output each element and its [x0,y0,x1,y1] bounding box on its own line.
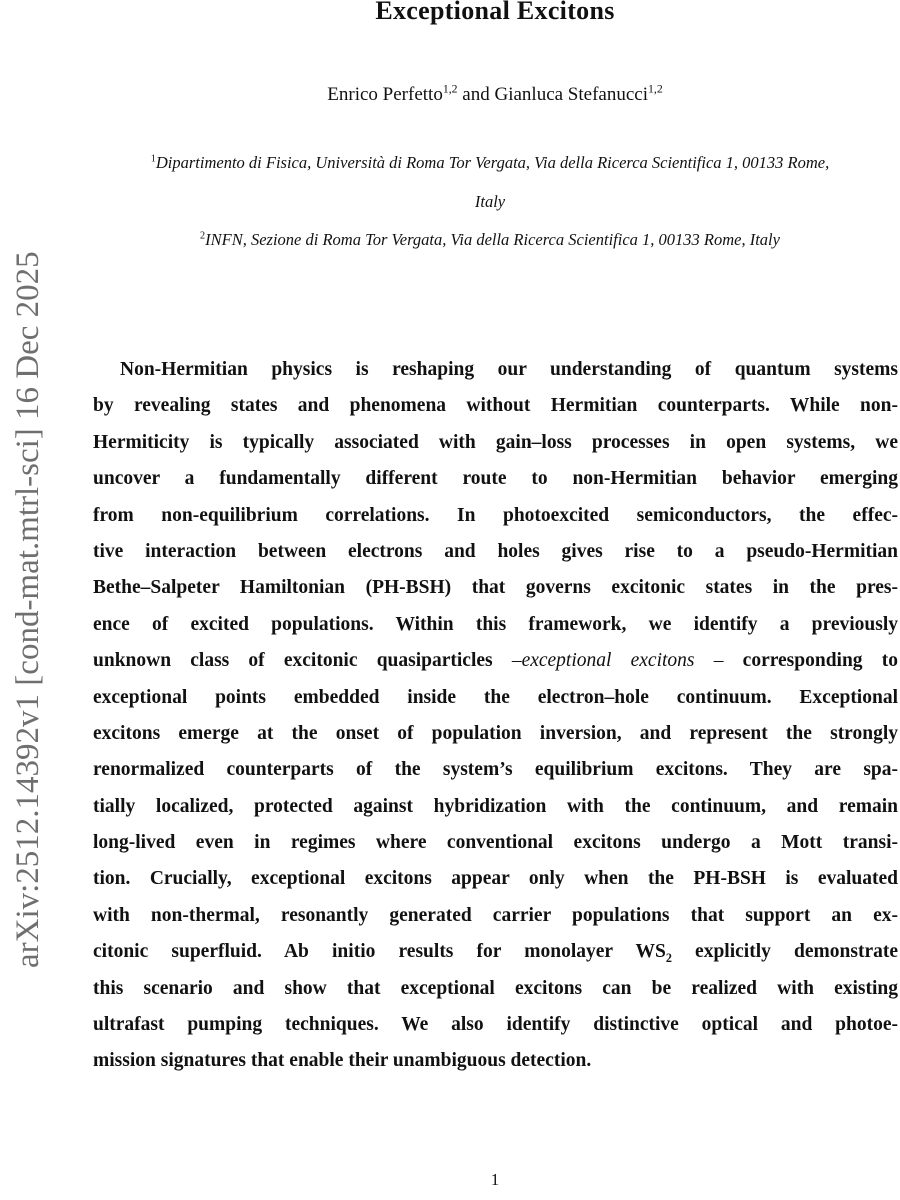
abstract-line [93,789,898,825]
text-segment: tion. Crucially, exceptional excitons appear only when the PH-BSH is evaluated [93,868,898,890]
authors-line [90,84,900,106]
text-segment: Hermiticity is typically associated with gain–loss processes in open systems, we [93,431,898,453]
abstract-line [93,1043,898,1079]
abstract-line [93,1007,898,1043]
text-segment: corresponding to [723,650,898,672]
text-segment: mission signatures that enable their unambiguous detection. [93,1050,592,1072]
text-segment: explicitly demonstrate [671,941,898,963]
text-segment: 1,2 [442,82,458,96]
text-segment: Enrico Perfetto [327,84,443,105]
text-segment: renormalized counterparts of the system’s equilibrium excitons. They are spa- [93,759,898,781]
abstract-line [93,680,898,716]
text-segment: ence of excited populations. Within this framework, we identify a previously [93,613,898,635]
paper-title: Exceptional Excitons [375,0,615,25]
text-segment: Italy [474,191,506,211]
abstract-line [93,534,898,570]
abstract-line [93,352,898,388]
text-segment: and Gianluca Stefanucci [457,84,648,105]
affiliations-block [70,144,900,260]
text-segment: tive interaction between electrons and holes gives rise to a pseudo-Hermitian [93,540,898,562]
abstract-line [93,825,898,861]
abstract-line [93,716,898,752]
text-segment: unknown class of excitonic quasiparticles [93,650,512,672]
abstract-line [93,461,898,497]
text-segment: this scenario and show that exceptional excitons can be realized with existing [93,977,898,999]
abstract-line [93,898,898,934]
text-segment: Non-Hermitian physics is reshaping our understanding of quantum systems [120,359,898,380]
page-number: 1 [490,1170,500,1189]
text-segment: 2 [200,230,206,242]
abstract-line [93,934,898,970]
text-segment: 2 [665,951,672,966]
text-segment: uncover a fundamentally different route to non-Hermitian behavior emerging [93,468,898,490]
text-segment: 1 [150,153,156,165]
text-segment: INFN, Sezione di Roma Tor Vergata, Via della Ricerca Scientifica 1, 00133 Rome, Italy [205,230,780,249]
text-segment: exceptional points embedded inside the electron–hole continuum. Exceptional [93,686,898,708]
text-segment: by revealing states and phenomena without Hermitian counterparts. While non- [93,395,898,417]
text-segment: 1,2 [648,82,663,96]
abstract-line [93,498,898,534]
abstract-line [93,607,898,643]
abstract-line [93,752,898,788]
abstract-line [93,388,898,424]
text-segment: with non-thermal, resonantly generated carrier populations that support an ex- [93,904,898,926]
abstract-line [93,643,898,679]
text-segment: tially localized, protected against hybridization with the continuum, and remain [93,795,898,817]
abstract-block [93,352,898,1080]
arxiv-stamp: arXiv:2512.14392v1 [cond-mat.mtrl-sci] 16 Dec 2025 [10,251,46,968]
text-segment: Bethe–Salpeter Hamiltonian (PH-BSH) that governs excitonic states in the pres- [93,577,898,599]
affiliation-line [70,183,900,222]
affiliation-line [70,221,900,260]
text-segment: ultrafast pumping techniques. We also identify distinctive optical and photoe- [93,1014,898,1036]
text-segment: long-lived even in regimes where conventional excitons undergo a Mott transi- [93,832,898,854]
text-segment: –exceptional excitons – [511,650,724,672]
affiliation-line [70,144,900,183]
text-segment: from non-equilibrium correlations. In photoexcited semiconductors, the effec- [93,504,898,526]
abstract-line [93,971,898,1007]
text-segment: excitons emerge at the onset of population inversion, and represent the strongly [93,722,898,744]
text-segment: Dipartimento di Fisica, Università di Roma Tor Vergata, Via della Ricerca Scientifica 1, 00133 Rome, [155,153,830,172]
abstract-line [93,861,898,897]
abstract-line [93,570,898,606]
abstract-line [93,425,898,461]
text-segment: citonic superfluid. Ab initio results for monolayer WS [93,941,666,963]
